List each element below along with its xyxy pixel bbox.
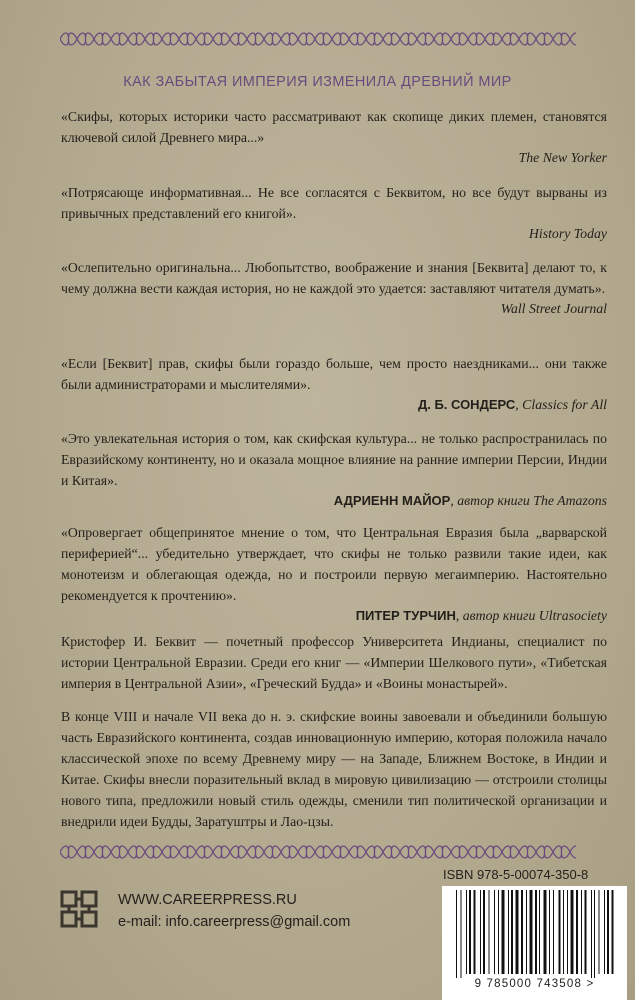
barcode-bar [498,890,499,974]
barcode-number: 9 785000 743508 > [474,978,595,990]
quote-attribution [61,148,607,167]
barcode-bar [553,890,554,974]
review-quote [61,353,607,414]
barcode-bar [511,890,513,974]
barcode [442,886,627,1000]
quote-source: The New Yorker [518,150,607,165]
barcode-bar [480,890,481,974]
quote-source: автор книги The Amazons [457,493,607,508]
barcode-bar [549,890,550,974]
barcode-bar [585,890,587,974]
quote-attribution: Д. Б. СОНДЕРС, Classics for All [417,397,607,412]
barcode-bar [544,890,547,974]
quote-text: «Опровергает общепринятое мнение о том, что Центральная Евразия была „варварской периферией“... убедительно утверждает, что скифы не только развили такие идеи, как монотеизм и облегающая одежда, но и построили первую мегаимперию. Настоятельно рекомендуется к прочтению». [61,525,607,603]
quote-source: History Today [528,226,607,241]
quote-source: Classics for All [522,397,607,412]
barcode-bar [530,890,533,974]
barcode-bar [571,890,574,974]
barcode-bar [567,890,568,974]
review-quote [61,106,607,167]
barcode-bar [539,890,540,974]
barcode-bar [502,890,505,974]
barcode-bar [456,890,457,978]
quote-author-name: АДРИЕНН МАЙОР [333,493,451,508]
publisher-logo-icon [58,888,100,930]
author-bio: Кристофер И. Беквит — почетный профессор Университета Индианы, специалист по истории Центральной Евразии. Среди его книг — «Империи Шелкового пути», «Тибетская империя в Центральной Азии», «Греческий Будда» и «Воины монастырей». [61,634,607,691]
barcode-bar [604,890,605,974]
quote-source: Wall Street Journal [500,301,607,316]
barcode-bar [559,890,561,974]
barcode-bar [516,890,519,974]
quote-source: автор книги Ultrasociety [462,608,607,623]
publisher-website-link[interactable]: WWW.CAREERPRESS.RU [118,892,297,908]
barcode-bar [508,890,509,974]
isbn: ISBN 978-5-00074-350-8 [443,867,589,882]
barcode-bar [599,890,600,974]
barcode-bar [607,890,609,974]
quote-text: «Скифы, которых историки часто рассматривают как скопище диких племен, становятся ключевой силой Древнего мира...» [61,109,607,145]
review-quote [61,428,607,510]
barcode-bar [563,890,564,974]
quote-attribution [61,224,607,243]
barcode-bar [526,890,527,974]
quote-text: «Потрясающе информативная... Не все согласятся с Беквитом, но все будут вырваны из привычных представлений его книгой». [61,185,607,221]
barcode-bar [521,890,523,974]
review-quote [61,182,607,243]
ornament-border-bottom-icon [60,842,576,862]
publisher-email-link[interactable]: e-mail: info.careerpress@gmail.com [118,914,351,930]
quote-author-name: ПИТЕР ТУРЧИН [355,608,456,623]
barcode-bar [594,890,595,978]
barcode-bar [494,890,495,974]
quote-attribution [61,299,607,318]
barcode-bar [535,890,537,974]
barcode-bar [489,890,490,974]
quote-attribution: ПИТЕР ТУРЧИН, автор книги Ultrasociety [355,608,607,623]
cover-heading: КАК ЗАБЫТАЯ ИМПЕРИЯ ИЗМЕНИЛА ДРЕВНИЙ МИР [123,74,512,90]
barcode-bar [466,890,467,974]
barcode-bar [612,890,614,974]
book-description: В конце VIII и начале VII века до н. э. скифские воины завоевали и объединили большую часть Евразийского континента, создав инновационную империю, которая положила начало классической эпохе по всему Древнему миру — на Западе, Ближнем Востоке, в Индии и Китае. Скифы внесли поразительный вклад в мировую цивилизацию — отстроили столицы нового типа, предложили новый стиль одежды, сменили тип политической организации и внедрили идеи Будды, Заратуштры и Лао-цзы. [61,709,607,829]
quote-author-name: Д. Б. СОНДЕРС [417,397,516,412]
barcode-bar [581,890,582,974]
quote-attribution: АДРИЕНН МАЙОР, автор книги The Amazons [333,493,607,508]
review-quote [61,257,607,318]
ornament-loop [60,846,576,858]
barcode-bar [461,890,462,978]
barcode-bar [474,890,476,974]
quote-text: «Это увлекательная история о том, как скифская культура... не только распространилась по Евразийскому континенту, но и оказала мощное влияние на ранние империи Персии, Индии и Китая». [61,431,607,488]
quote-text: «Если [Беквит] прав, скифы были гораздо больше, чем просто наездниками... они также были администраторами и мыслителями». [61,356,607,392]
barcode-bar [483,890,485,974]
barcode-bar [591,890,592,978]
ornament-border-top-icon [60,29,576,49]
review-quote [61,522,607,625]
barcode-bar [469,890,471,974]
quote-text: «Ослепительно оригинальна... Любопытство, воображение и знания [Беквита] делают то, к чему должна вести каждая история, но не каждой это удается: заставляют читателя думать». [61,260,607,296]
barcode-bar [576,890,578,974]
barcode-bars [442,886,627,978]
ornament-loop [60,33,576,45]
